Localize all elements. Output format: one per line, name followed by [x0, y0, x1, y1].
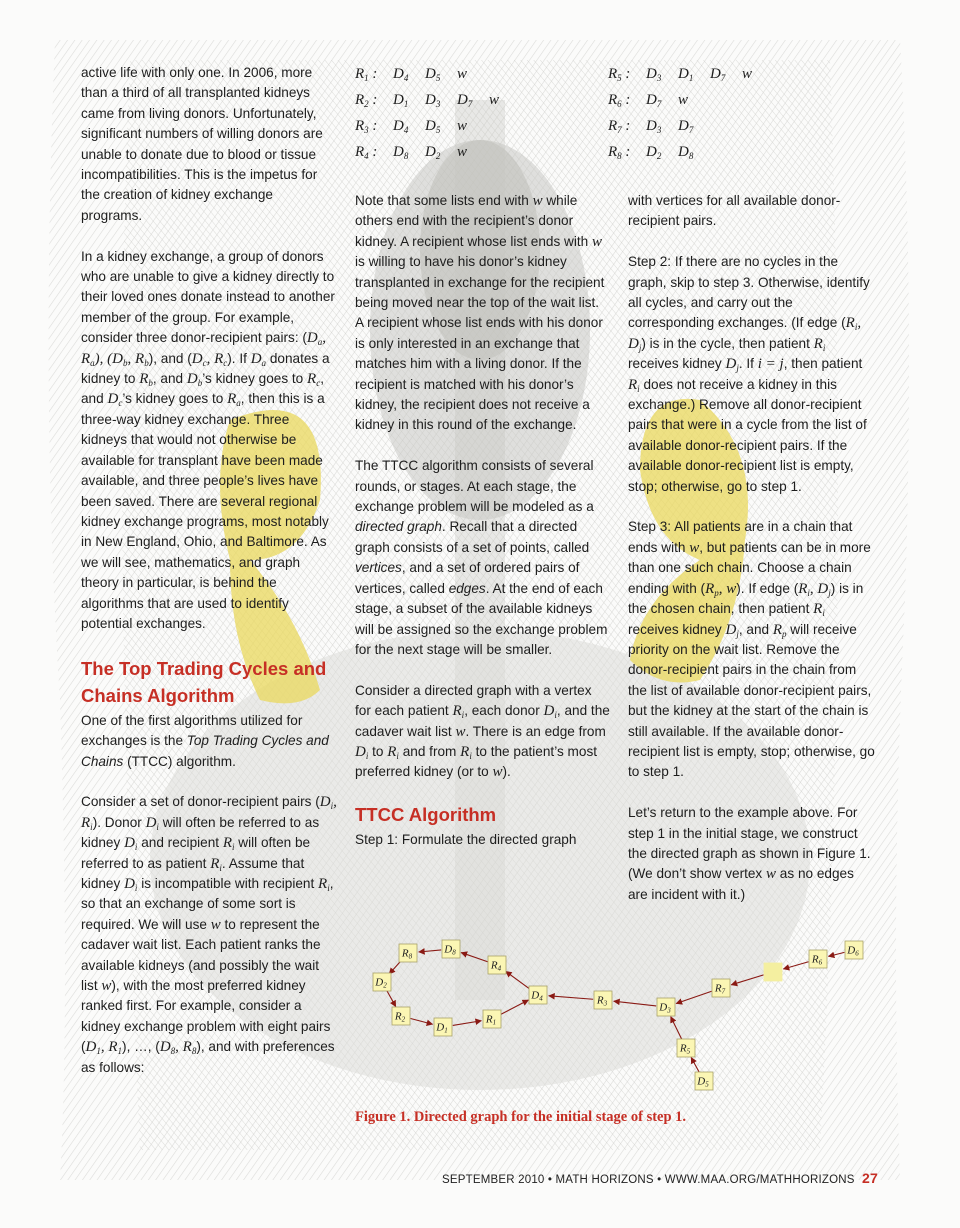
graph-edge	[783, 962, 808, 969]
preference-item: $D_1$	[393, 92, 409, 109]
preference-item: $D_8$	[393, 144, 409, 161]
preference-item: $D_7$	[710, 66, 726, 83]
preference-item: $D_4$	[393, 66, 409, 83]
preference-item: $D_3$	[646, 66, 662, 83]
node-label: R1	[485, 1013, 497, 1027]
math: $R_a$	[227, 391, 241, 409]
math: $D_b$	[186, 371, 203, 389]
paragraph: with vertices for all available donor-recipient pairs.	[628, 193, 841, 229]
graph-node	[845, 941, 863, 959]
preference-list-left	[355, 66, 521, 170]
graph-edge	[389, 960, 401, 974]
node-label: R8	[401, 947, 413, 961]
patient-label: $R_4$ :	[355, 144, 378, 161]
preference-item: w	[457, 66, 468, 82]
preference-item: $D_2$	[646, 144, 662, 161]
patient-label: $R_6$ :	[608, 92, 631, 109]
patient-label: $R_8$ :	[608, 144, 631, 161]
preference-item: $D_1$	[678, 66, 694, 83]
graph-node	[434, 1018, 452, 1036]
graph-node	[442, 940, 460, 958]
page-number: 27	[862, 1170, 878, 1186]
text: active life with only one. In 2006, more than a third of all transplanted kidneys came from living donors. Unfortunately, significant numbers of willing donors are unable to donate due to blood or tissue incompatibilities. This is the impetus for the creation of kidney exchange programs.	[81, 65, 323, 223]
preference-item: w	[489, 92, 500, 108]
page-footer	[442, 1170, 878, 1186]
graph-node	[483, 1010, 501, 1028]
preference-row	[608, 144, 774, 170]
node-label: R6	[811, 953, 823, 967]
preference-item: $D_2$	[425, 144, 441, 161]
paragraph: One of the first algorithms utilized for exchanges is the Top Trading Cycles and Chains (TTCC) algorithm.	[81, 712, 329, 769]
text: ’s kidney goes to	[122, 391, 228, 407]
node-label: D6	[847, 944, 859, 958]
graph-node	[399, 944, 417, 962]
graph-edge	[506, 971, 530, 989]
preference-item: $D_7$	[457, 92, 473, 109]
patient-label: $R_2$ :	[355, 92, 378, 109]
text: , and	[152, 371, 187, 387]
patient-label: $R_1$ :	[355, 66, 378, 83]
text: donates a kidney to	[81, 350, 330, 387]
preference-item: w	[457, 144, 468, 160]
node-label: D1	[436, 1021, 448, 1035]
preference-row	[355, 92, 521, 118]
preference-item: $D_8$	[678, 144, 694, 161]
text-column-3	[628, 191, 876, 926]
preference-item: $D_5$	[425, 66, 441, 83]
node-label: D3	[659, 1001, 671, 1015]
node-label: R3	[596, 994, 608, 1008]
graph-node	[373, 973, 391, 991]
node-label: D4	[531, 989, 543, 1003]
math: $R_c$	[307, 371, 321, 389]
graph-edge	[671, 1017, 682, 1039]
paragraph: Consider a set of donor-recipient pairs ($D_i$, $R_i$). Donor $D_i$ will often be referred to as kidney $D_i$ and recipient $R_i$ will often be referred to as patient $R_i$. Assume that kidney $D_i$ is incompatible with recipient $R_i$, so that an exchange of some sort is required. We will use w to represent the cadaver wait list. Each patient ranks the available kidneys (and possibly the wait list w), with the most preferred kidney ranked first. For example, consider a kidney exchange problem with eight pairs ($D_1$, $R_1$), …, ($D_8$, $R_8$), and with preferences as follows:	[81, 794, 337, 1075]
patient-label: $R_3$ :	[355, 118, 378, 135]
preference-row	[608, 92, 774, 118]
text: ). If	[227, 350, 251, 366]
paragraph: The TTCC algorithm consists of several rounds, or stages. At each stage, the exchange problem will be modeled as a directed graph. Recall that a directed graph consists of a set of points, called vertices, and a set of ordered pairs of vertices, called edges. At the end of each stage, a subset of the available kidneys will be assigned so the exchange problem for the next stage will be smaller.	[355, 458, 608, 657]
preference-row	[355, 66, 521, 92]
graph-node	[392, 1007, 410, 1025]
preference-row	[355, 118, 521, 144]
node-label: D5	[697, 1075, 709, 1089]
preference-item: w	[457, 118, 468, 134]
paragraph: Step 2: If there are no cycles in the graph, skip to step 3. Otherwise, identify all cycles, and carry out the corresponding exchanges. (If edge ($R_i$, $D_j$) is in the cycle, then patient $R_i$ receives kidney $D_j$. If i = j, then patient $R_i$ does not receive a kidney in this exchange.) Remove all donor-recipient pairs that were in a cycle from the list of available donor-recipient pairs. If the available donor-recipient list is empty, stop; otherwise, go to step 1.	[628, 254, 870, 494]
paragraph: Step 3: All patients are in a chain that ends with w, but patients can be in more than one such chain. Choose a chain ending with ($R_p$, w). If edge ($R_i$, $D_j$) is in the chosen chain, then patient $R_i$ receives kidney $D_j$, and $R_p$ will receive priority on the wait list. Remove the donor-recipient pairs in the chain from the list of available donor-recipient pairs, but the kidney at the start of the chain is still available. If the available donor-recipient list is empty, stop; otherwise, go to step 1.	[628, 519, 875, 780]
node-label: D2	[375, 976, 387, 990]
paragraph: Note that some lists end with w while others end with the recipient’s donor kidney. A recipient whose list ends with w is willing to have his donor’s kidney transplanted in exchange for the recipient being moved near the top of the wait list. A recipient whose list ends with his donor is only interested in an exchange that matches him with a living donor. If the recipient is matched with his donor’s kidney, the recipient does not receive a kidney in this round of the exchange.	[355, 193, 605, 433]
preference-item: $D_3$	[425, 92, 441, 109]
graph-edge	[387, 991, 396, 1007]
node-label: R5	[679, 1042, 691, 1056]
graph-node	[677, 1039, 695, 1057]
graph-node	[594, 991, 612, 1009]
graph-edge	[549, 996, 593, 999]
graph-edge	[614, 1001, 656, 1006]
graph-node	[657, 998, 675, 1016]
graph-node	[529, 986, 547, 1004]
graph-edge	[461, 953, 487, 962]
graph-edge	[828, 952, 844, 956]
graph-edge	[411, 1019, 433, 1025]
preference-row	[355, 144, 521, 170]
paragraph: Let’s return to the example above. For step 1 in the initial stage, we construct the directed graph as shown in Figure 1. (We don’t show vertex w as no edges are incident with it.)	[628, 805, 871, 902]
directed-graph-figure	[355, 935, 875, 1100]
paragraph: Step 1: Formulate the directed graph	[355, 832, 577, 848]
paragraph	[81, 247, 337, 635]
node-label: D8	[444, 943, 456, 957]
preference-row	[608, 66, 774, 92]
text-column-1	[81, 63, 337, 1098]
preference-item: $D_3$	[646, 118, 662, 135]
paragraph: Consider a directed graph with a vertex for each patient $R_i$, each donor $D_i$, and the cadaver wait list w. There is an edge from $D_i$ to $R_i$ and from $R_i$ to the patient’s most preferred kidney (or to w).	[355, 682, 610, 781]
figure-caption: Figure 1. Directed graph for the initial stage of step 1.	[355, 1109, 687, 1125]
preference-item: w	[678, 92, 689, 108]
preference-item: $D_4$	[393, 118, 409, 135]
text: , and	[81, 371, 324, 407]
section-heading: The Top Trading Cycles and Chains Algorithm	[81, 657, 327, 706]
graph-node	[695, 1072, 713, 1090]
graph-edge	[453, 1021, 482, 1026]
math: $D_a$, $R_a$), ($D_b$, $R_b$	[81, 330, 327, 368]
graph-edge	[419, 950, 441, 952]
graph-edge	[676, 991, 711, 1003]
preference-item: w	[742, 66, 753, 82]
graph-edge	[731, 975, 763, 985]
patient-label: $R_5$ :	[608, 66, 631, 83]
math: $R_b$	[139, 371, 153, 389]
text: In a kidney exchange, a group of donors who are unable to give a kidney directly to their loved ones donate instead to another member of the group. For example, consider three donor-recipient pairs: (	[81, 248, 335, 346]
graph-node	[712, 979, 730, 997]
math: $D_c$, $R_c$	[191, 350, 228, 368]
text: , then this is a three-way kidney exchange. Three kidneys that would not otherwise be available for transplant have been made available, and three people’s lives have been saved. There are several regional kidney exchange programs, most notably in New England, Ohio, and Baltimore. As we will see, mathematics, and graph theory in particular, is behind the algorithms that are used to identify potential exchanges.	[81, 391, 329, 631]
graph-node	[488, 956, 506, 974]
paragraph	[81, 63, 337, 226]
preference-item: $D_5$	[425, 118, 441, 135]
node-label: R2	[394, 1010, 406, 1024]
node-label: R7	[714, 982, 726, 996]
graph-node	[764, 963, 782, 981]
graph-edge	[691, 1057, 699, 1072]
node-label: R4	[490, 959, 502, 973]
math: $D_c$	[107, 391, 123, 409]
section-heading: TTCC Algorithm	[355, 804, 497, 826]
footer-text: SEPTEMBER 2010 • MATH HORIZONS • WWW.MAA.ORG/MATHHORIZONS	[442, 1174, 855, 1186]
patient-label: $R_7$ :	[608, 118, 631, 135]
text: ), and (	[148, 350, 192, 366]
text-column-2	[355, 191, 610, 871]
preference-item: $D_7$	[646, 92, 662, 109]
math: $D_a$	[250, 350, 267, 368]
graph-node	[809, 950, 827, 968]
preference-row	[608, 118, 774, 144]
preference-list-right	[608, 66, 774, 170]
preference-item: $D_7$	[678, 118, 694, 135]
text: ’s kidney goes to	[202, 371, 308, 387]
graph-edge	[501, 1000, 529, 1014]
